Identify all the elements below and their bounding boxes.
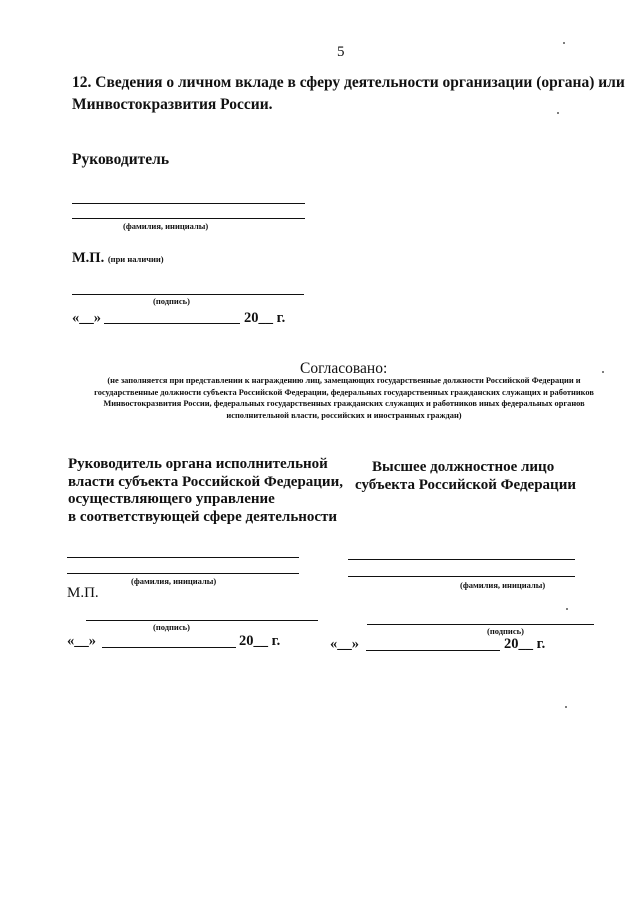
agreed-note-line: исполнительной власти, российских и иностранных граждан) <box>226 410 462 420</box>
left-date-year: 20__ г. <box>239 633 281 649</box>
fio-caption: (фамилия, инициалы) <box>123 221 209 231</box>
date-open-quote: «__» <box>72 310 101 326</box>
section-12-heading: 12. Сведения о личном вкладе в сферу деятельности организации (органа) или <box>72 74 625 91</box>
mp-note: (при наличии) <box>107 254 164 264</box>
signature-caption: (подпись) <box>153 296 190 306</box>
left-fio-line-2 <box>67 573 299 574</box>
mp-label <box>72 250 164 267</box>
scan-speck <box>563 42 565 44</box>
left-signature-caption: (подпись) <box>153 622 190 632</box>
fio-line-2 <box>72 218 305 219</box>
scan-speck <box>566 608 568 610</box>
left-signatory-title <box>68 456 348 526</box>
right-fio-caption: (фамилия, инициалы) <box>460 580 546 590</box>
agreed-note <box>64 375 624 421</box>
scan-speck <box>602 371 604 373</box>
mp-text: М.П. <box>72 250 105 266</box>
left-date-open-quote: «__» <box>67 633 96 649</box>
right-title-line: Высшее должностное лицо <box>372 459 555 475</box>
agreed-note-line: Минвостокразвития России, федеральных государственных гражданских служащих и работников иных федеральных органов <box>103 399 585 408</box>
date-month-line <box>104 323 240 324</box>
agreed-note-line: государственные должности субъекта Российской Федерации, федеральных государственных гражданских служащих и работников <box>94 387 594 397</box>
left-date-month-line <box>102 647 236 648</box>
fio-line-1 <box>72 203 305 204</box>
right-fio-line-2 <box>348 576 575 577</box>
right-fio-line-1 <box>348 559 575 560</box>
right-signatory-title <box>355 459 595 494</box>
right-signature-line <box>367 624 594 625</box>
head-title: Руководитель <box>72 151 170 168</box>
date-year: 20__ г. <box>244 310 286 326</box>
right-date-year: 20__ г. <box>504 636 546 652</box>
signature-line <box>72 294 304 295</box>
right-title-line: субъекта Российской Федерации <box>355 476 576 493</box>
agreed-note-line: (не заполняется при представлении к награждению лиц, замещающих государственные должности Российской Федерации и <box>107 376 581 385</box>
left-title-line: Руководитель органа исполнительной <box>68 456 328 472</box>
left-title-line: власти субъекта Российской Федерации, <box>68 473 343 490</box>
left-fio-line-1 <box>67 557 299 558</box>
agreed-title: Согласовано: <box>300 360 388 377</box>
scan-speck <box>565 706 567 708</box>
right-date-open-quote: «__» <box>330 636 359 652</box>
left-title-line: в соответствующей сфере деятельности <box>68 508 338 525</box>
left-signature-line <box>86 620 318 621</box>
scan-speck <box>557 112 559 114</box>
right-date-month-line <box>366 650 500 651</box>
left-title-line: осуществляющего управление <box>68 491 275 507</box>
right-signature-caption: (подпись) <box>487 626 524 636</box>
left-fio-caption: (фамилия, инициалы) <box>131 576 217 586</box>
section-12-heading-cont: Минвостокразвития России. <box>72 96 273 113</box>
page-number: 5 <box>337 44 345 60</box>
left-mp-label: М.П. <box>67 585 99 601</box>
